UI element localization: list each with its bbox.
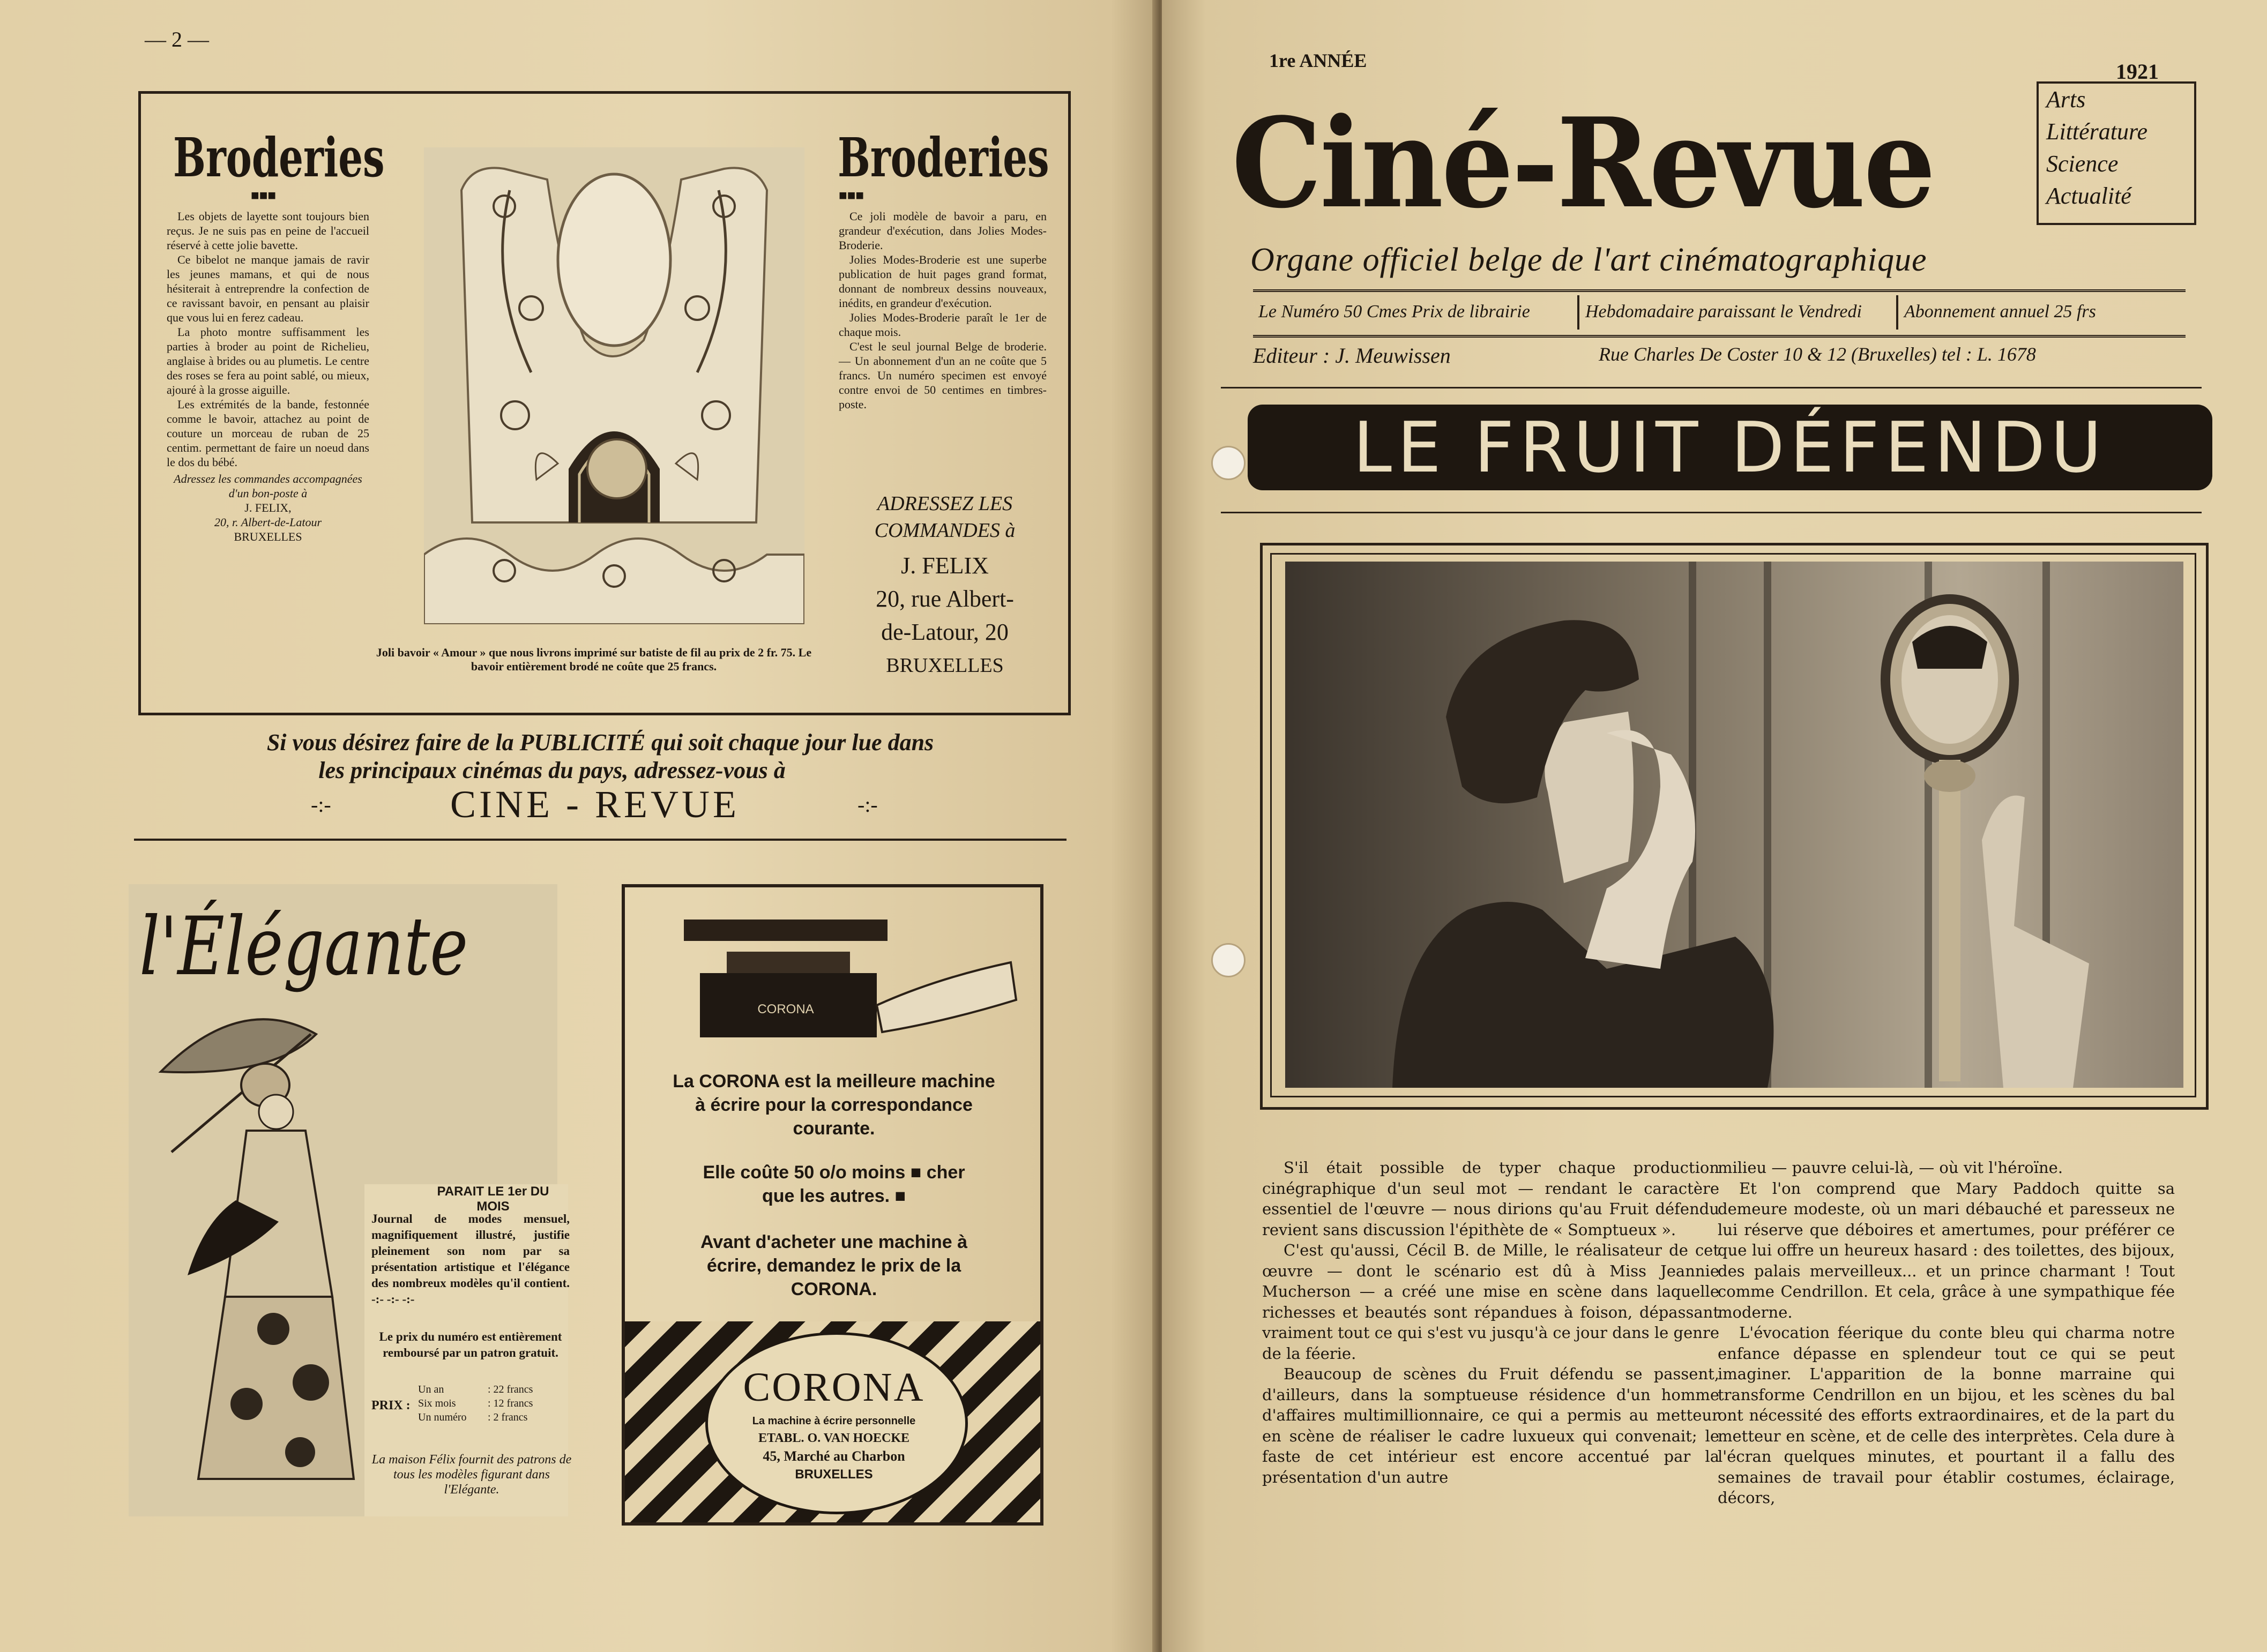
right-addr-4: BRUXELLES xyxy=(886,654,1004,677)
publicite-line-2: les principaux cinémas du pays, adressez-vous à xyxy=(318,757,786,783)
right-order xyxy=(838,490,1052,544)
masthead-side-box xyxy=(2037,81,2196,225)
prix-row xyxy=(418,1382,568,1396)
col2-para-3: L'évocation féerique du conte bleu qui charma notre enfance dépasse en splendeur tout ce qui se peut imaginer. L'apparition de la bonne marraine qui transforme Cendrillon en un bijou, et les scènes du bal ont nécessité des efforts extraordinaires, et de la part du metteur en scène, et de celle des interprètes. Cela dure à l'écran quelques minutes, et pourtant il a fallu des semaines de travail pour établir costumes, éclairage, décors, xyxy=(1718,1324,2175,1507)
col2-para-2: Et l'on comprend que Mary Paddoch quitte sa demeure modeste, où un mari débauché et paresseux ne lui réserve que déboires et amertumes, pour préférer ce que lui offre un heureux hasard : des toilettes, des bijoux, des palais merveilleux... et un prince charmant ! Tout comme Cendrillon. Et cela, grâce à une sympathique fée moderne. xyxy=(1718,1179,2175,1321)
elegante-woman-illustration xyxy=(139,997,375,1506)
left-addr-3: BRUXELLES xyxy=(234,530,302,543)
corona-ad xyxy=(622,884,1043,1526)
film-still-photo xyxy=(1285,562,2183,1088)
broderies-title-right: Broderies xyxy=(838,126,1049,189)
col1-para-2: C'est qu'aussi, Cécil B. de Mille, le réalisateur de cet œuvre — dont le scénario est dû à Miss Jeannie Mucherson — a créé une mise en scène dans laquelle richesses et beautés sont répandues à foison, dépassant vraiment tout ce qui s'est vu jusqu'à ce jour dans le genre de la féerie. xyxy=(1262,1241,1719,1363)
left-addr-1: J. FELIX, xyxy=(244,501,292,514)
col1-para-3: Beaucoup de scènes du Fruit défendu se passent, d'ailleurs, dans la somptueuse résidence d'un homme d'affaires multimillionnaire, ce qui a permis au metteur en scène de réaliser le cadre luxueux qui convenait; le faste de cet intérieur est encore accentué par la présentation d'un autre xyxy=(1262,1365,1719,1486)
col1-para-1: S'il était possible de typer chaque production cinégraphique d'un seul mot — rendant le caractère essentiel de l'œuvre — nous dirions qu'au Fruit défendu revient sans discussion l'épithète de « Somptueux ». xyxy=(1262,1158,1719,1239)
headline-banner xyxy=(1248,405,2212,490)
elegante-parait: PARAIT LE 1er DU MOIS xyxy=(437,1184,549,1214)
corona-sub: La machine à écrire personnelle xyxy=(752,1415,916,1427)
right-addr-3: de-Latour, 20 xyxy=(881,619,1009,645)
headline-rule xyxy=(1221,512,2202,513)
left-para-1: Les objets de layette sont toujours bien reçus. Je ne suis pas en peine de l'accueil réservé à cette jolie bavette. xyxy=(167,210,369,252)
right-para-2: Jolies Modes-Broderie est une superbe publication de huit pages grand format, donnant de nombreux dessins nouveaux, inédits, en grandeur d'exécution. xyxy=(839,253,1047,310)
publicite-ornament-left: -:- xyxy=(311,793,331,817)
publicite-brand: CINE - REVUE xyxy=(450,783,740,826)
info-bar xyxy=(1253,289,2186,338)
corona-address: 45, Marché au Charbon xyxy=(763,1448,905,1464)
info-hebdo: Hebdomadaire paraissant le Vendredi xyxy=(1585,302,1862,322)
dots-left: ■■■ xyxy=(251,188,277,203)
corona-line-3: Avant d'acheter une machine à écrire, demandez le prix de la CORONA. xyxy=(700,1232,968,1299)
prix-price: : 22 francs xyxy=(488,1384,533,1395)
elegante-body: Journal de modes mensuel, magnifiquement illustré, justifie pleinement son nom par sa présentation artistique et l'élégance des nombreux modèles qu'il contient. -:- -:- -:- xyxy=(371,1212,570,1306)
prix-row xyxy=(418,1410,568,1424)
prix-price: : 2 francs xyxy=(488,1411,528,1423)
info-sep-1 xyxy=(1577,295,1579,330)
side-actualite: Actualité xyxy=(2046,183,2131,209)
typewriter-illustration xyxy=(646,898,1021,1053)
elegante-prix-label: PRIX : xyxy=(371,1399,411,1412)
right-addr-2: 20, rue Albert- xyxy=(876,586,1014,612)
right-address xyxy=(838,549,1052,682)
bib-drawing xyxy=(424,147,804,624)
broderies-title-left: Broderies xyxy=(173,126,385,189)
broderies-right-column xyxy=(839,209,1047,412)
right-para-3: Jolies Modes-Broderie paraît le 1er de chaque mois. xyxy=(839,311,1047,339)
left-addr-2: 20, r. Albert-de-Latour xyxy=(214,515,322,529)
corona-line-2: Elle coûte 50 o/o moins ■ cher que les autres. ■ xyxy=(703,1162,965,1206)
dots-right: ■■■ xyxy=(839,188,864,203)
right-addr-1: J. FELIX xyxy=(901,552,989,579)
elegante-remb: Le prix du numéro est entièrement remboursé par un patron gratuit. xyxy=(379,1330,562,1359)
right-para-1: Ce joli modèle de bavoir a paru, en grandeur d'exécution, dans Jolies Modes-Broderie. xyxy=(839,210,1047,252)
side-arts: Arts xyxy=(2046,86,2086,113)
elegante-title: l'Élégante xyxy=(139,900,468,993)
annee: 1re ANNÉE xyxy=(1269,50,1367,71)
binding-hole-top xyxy=(1211,446,1246,480)
corona-city: BRUXELLES xyxy=(795,1467,873,1482)
headline: LE FRUIT DÉFENDU xyxy=(1353,407,2107,488)
publisher-address: Rue Charles De Coster 10 & 12 (Bruxelles) tel : L. 1678 xyxy=(1599,343,2036,365)
binding-hole-bottom xyxy=(1211,943,1246,977)
bib-embroidery-illustration xyxy=(424,147,804,624)
left-para-2: Ce bibelot ne manque jamais de ravir les jeunes mamans, et qui de nous hésiterait à entreprendre la confection de ce ravissant bavoir, en pensant au plaisir que vous lui en ferez cadeau. xyxy=(167,253,369,324)
elegante-footer: La maison Félix fournit des patrons de tous les modèles figurant dans l'Elégante. xyxy=(371,1453,572,1497)
article-column-1 xyxy=(1262,1157,1719,1487)
publicite-line-1: Si vous désirez faire de la PUBLICITÉ qui soit chaque jour lue dans xyxy=(266,729,934,756)
editeur: Editeur : J. Meuwissen xyxy=(1253,343,1451,368)
right-para-4: C'est le seul journal Belge de broderie. — Un abonnement d'un an ne coûte que 5 francs. Un numéro specimen est envoyé contre envoi de 50 centimes en timbres-poste. xyxy=(839,340,1047,411)
corona-line-1: La CORONA est la meilleure machine à écrire pour la correspondance courante. xyxy=(673,1071,995,1139)
page-number: — 2 — xyxy=(145,27,209,51)
info-sep-2 xyxy=(1896,295,1898,330)
right-page xyxy=(1162,0,2267,1652)
divider xyxy=(134,839,1067,841)
svg-text:CORONA: CORONA xyxy=(757,1002,814,1016)
broderies-ad xyxy=(138,91,1071,715)
corona-brand: CORONA xyxy=(743,1365,925,1410)
right-order-2: COMMANDES à xyxy=(874,519,1016,542)
article-column-2 xyxy=(1718,1157,2175,1508)
prix-row xyxy=(418,1396,568,1410)
header-rule xyxy=(1221,387,2202,388)
broderies-left-column xyxy=(167,209,369,544)
prix-term: Six mois xyxy=(418,1397,456,1409)
left-para-4: Les extrémités de la bande, festonnée comme le bavoir, attachez au point de couture un morceau de ruban de 25 centim. permettant de faire un noeud dans le dos du bébé. xyxy=(167,398,369,469)
publicite-ornament-right: -:- xyxy=(857,793,878,817)
tagline: Organe officiel belge de l'art cinématographique xyxy=(1250,242,1927,278)
year: 1921 xyxy=(2116,59,2159,84)
elegante-ad xyxy=(129,884,572,1516)
side-science: Science xyxy=(2046,151,2119,177)
side-litterature: Littérature xyxy=(2046,118,2148,145)
prix-term: Un numéro xyxy=(418,1411,467,1423)
corona-etab: ETABL. O. VAN HOECKE xyxy=(758,1431,910,1445)
col2-para-1: milieu — pauvre celui-là, — où vit l'héroïne. xyxy=(1718,1158,2063,1177)
masthead: Ciné-Revue xyxy=(1232,91,1934,236)
info-abonnement: Abonnement annuel 25 frs xyxy=(1904,302,2096,322)
photo-frame xyxy=(1260,543,2209,1110)
left-para-3: La photo montre suffisamment les parties à broder au point de Richelieu, anglaise à brides ou au plumetis. Le centre des roses se fera au point sablé, ou mieux, ajouré à la grosse aiguille. xyxy=(167,325,369,397)
elegante-prix-list xyxy=(418,1382,568,1424)
bib-caption: Joli bavoir « Amour » que nous livrons imprimé sur batiste de fil au prix de 2 fr. 75. Le bavoir entièrement brodé ne coûte que 25 francs. xyxy=(376,646,812,673)
info-numero: Le Numéro 50 Cmes Prix de librairie xyxy=(1258,302,1530,322)
prix-price: : 12 francs xyxy=(488,1397,533,1409)
right-order-1: ADRESSEZ LES xyxy=(877,492,1013,515)
left-order: Adressez les commandes accompagnées d'un bon-poste à xyxy=(174,472,362,500)
film-still-drawing xyxy=(1285,562,2183,1088)
prix-term: Un an xyxy=(418,1384,444,1395)
